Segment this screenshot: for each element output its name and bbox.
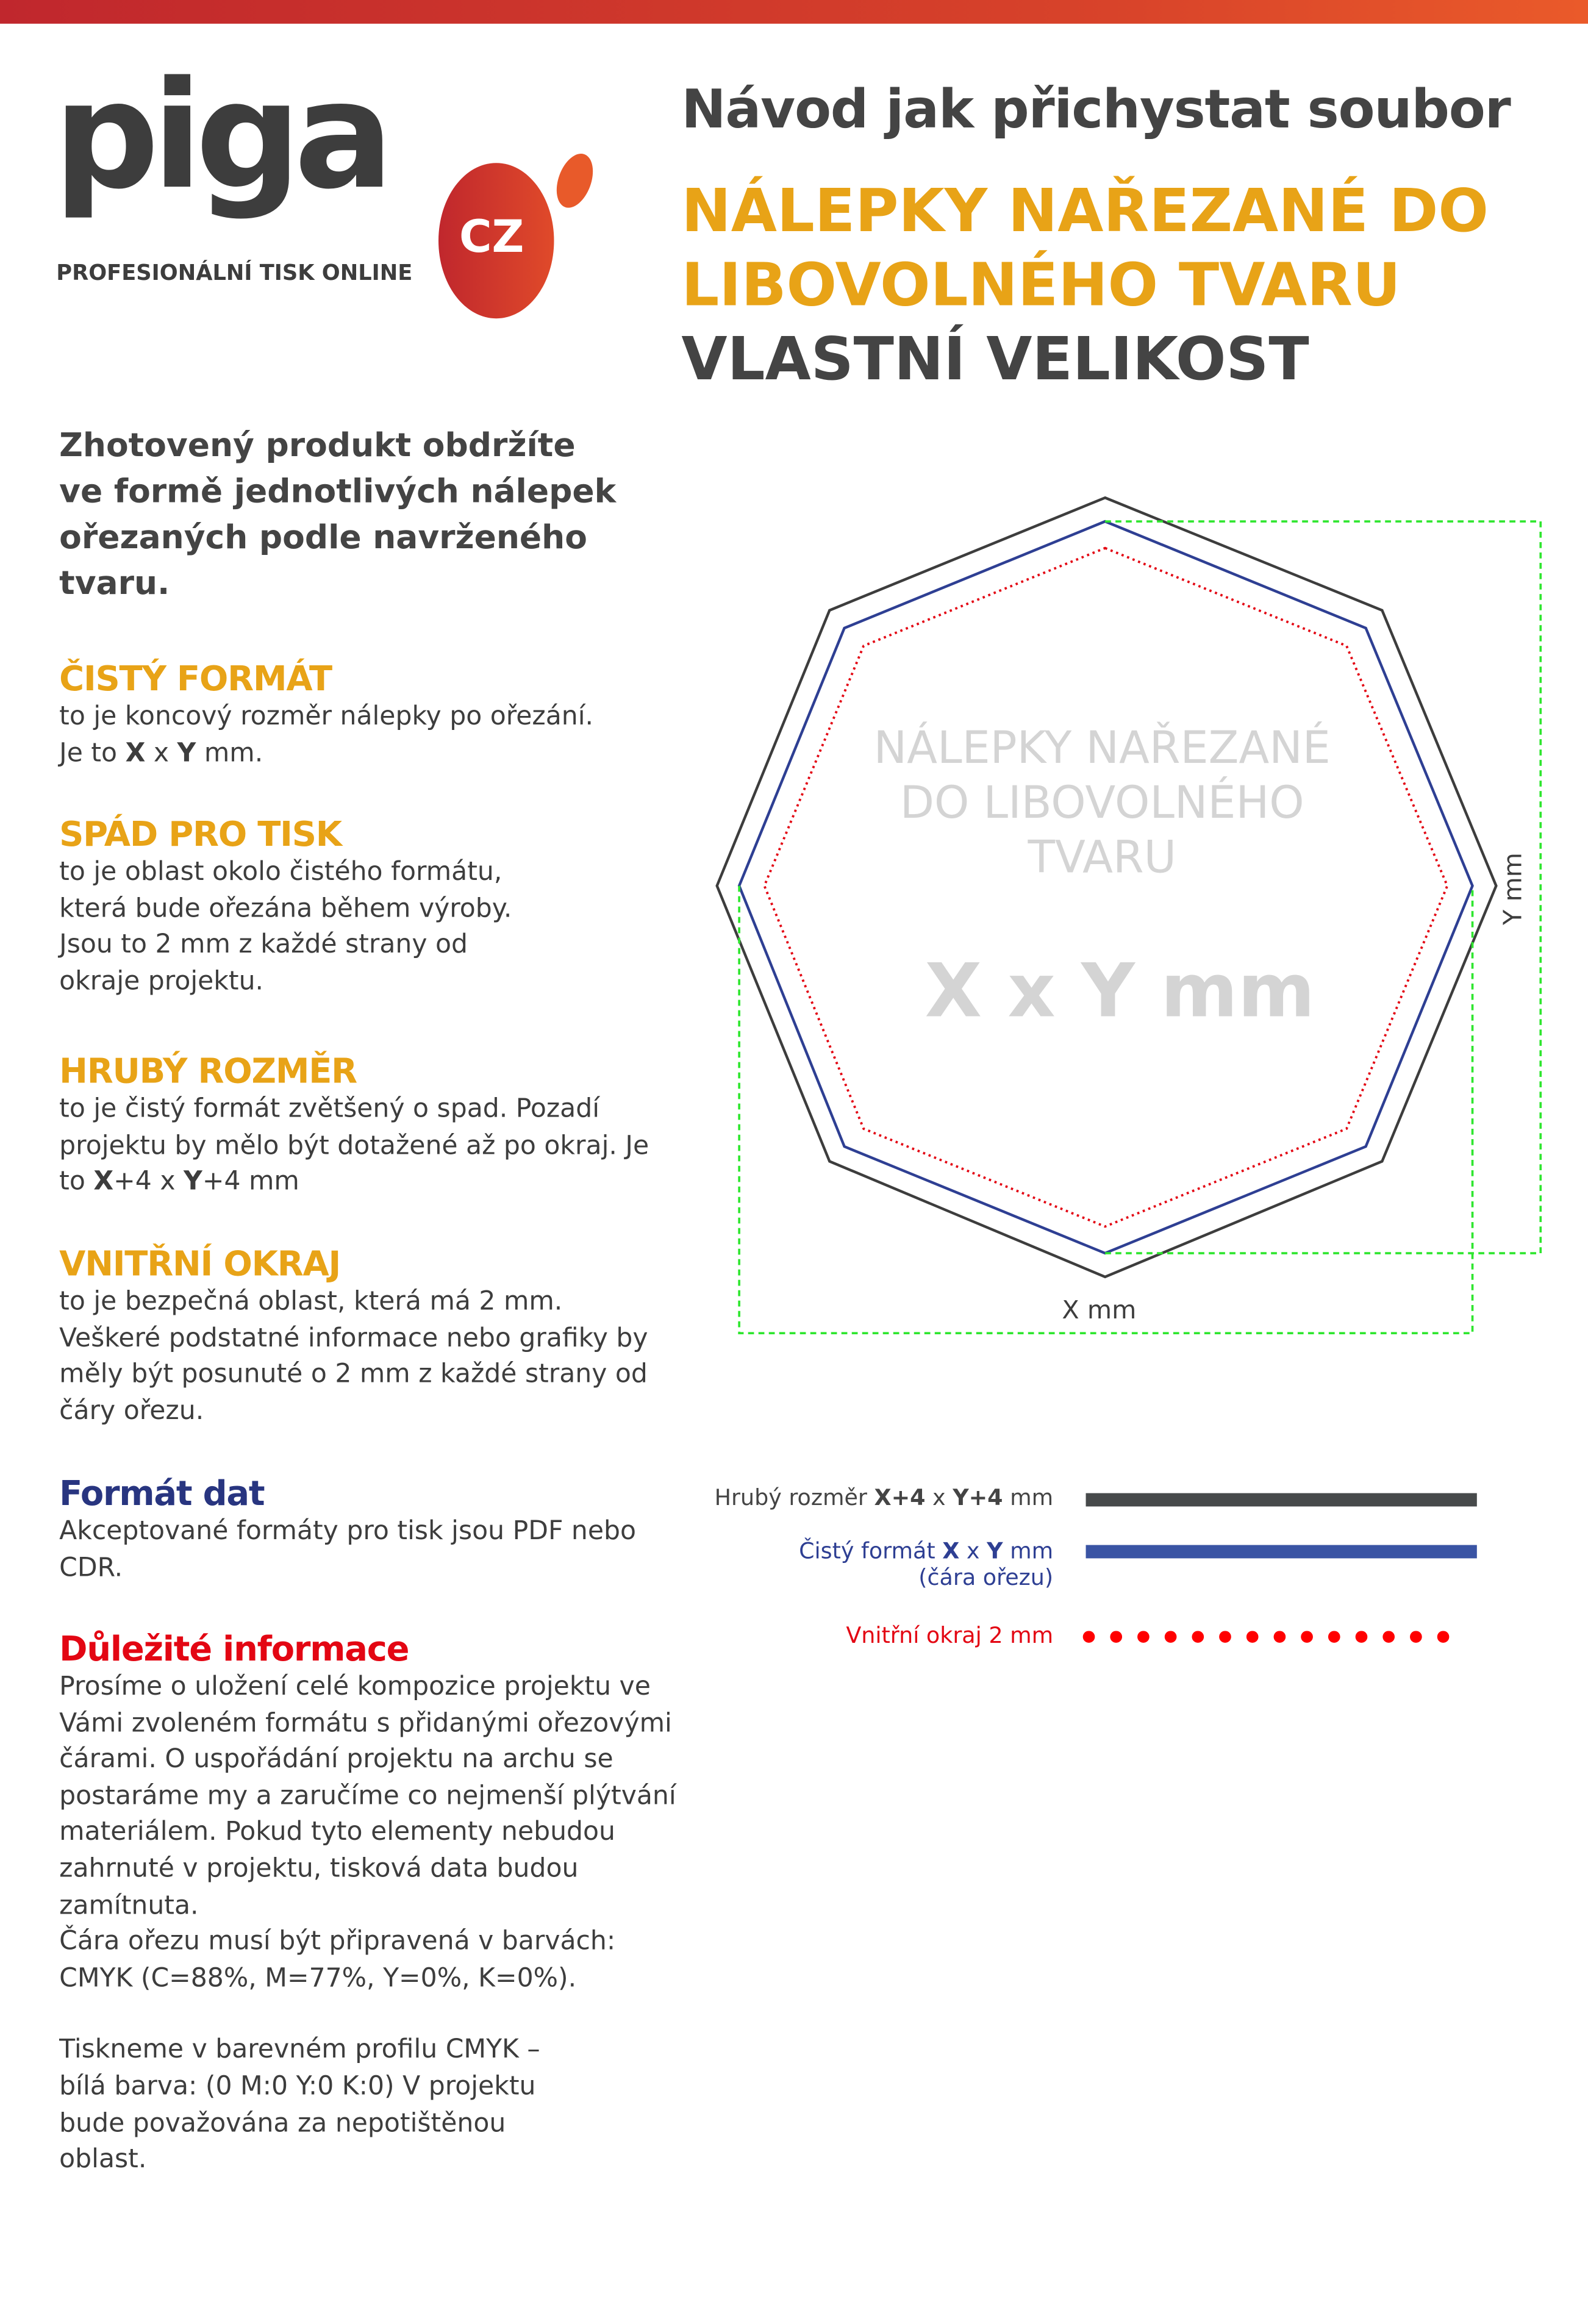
text: mm. — [196, 738, 263, 768]
text-line: TVARU — [1028, 832, 1177, 885]
legend-inner-dots — [1081, 1626, 1481, 1647]
cut-line-outline — [739, 521, 1472, 1253]
text-line: DO LIBOVOLNÉHO — [900, 778, 1304, 830]
x-dimension-label: X mm — [1062, 1296, 1137, 1326]
section-text: to je oblast okolo čistého formátu, která bude ořezána během výroby. Jsou to 2 mm z každé strany od okraje projektu. — [59, 857, 512, 997]
intro-text: Zhotovený produkt obdržíte ve formě jednotlivých nálepek ořezaných podle navrženého tvaru. — [59, 428, 617, 603]
section-text: Čára ořezu musí být připravená v barvách: — [59, 1927, 616, 1958]
section-text: to je bezpečná oblast, která má 2 mm. Veškeré podstatné informace nebo grafiky by měly být posunuté o 2 mm z každé strany od čáry ořezu. — [59, 1287, 648, 1426]
gross-size-outline — [717, 498, 1497, 1277]
text: X — [93, 1167, 114, 1198]
text: mm — [1003, 1484, 1054, 1511]
section-heading: VNITŘNÍ OKRAJ — [59, 1245, 341, 1285]
text: x — [959, 1537, 987, 1565]
page-title-line3: VLASTNÍ VELIKOST — [681, 326, 1309, 395]
legend-clean-line — [1086, 1545, 1477, 1559]
text: X+4 — [874, 1484, 926, 1511]
text: +4 mm — [202, 1167, 299, 1198]
text: x — [925, 1484, 953, 1511]
text: (čára ořezu) — [918, 1564, 1054, 1591]
section-heading: ČISTÝ FORMÁT — [59, 660, 332, 699]
logo-tagline: PROFESIONÁLNÍ TISK ONLINE — [56, 262, 413, 286]
page-title-line2: LIBOVOLNÉHO TVARU — [681, 251, 1401, 320]
y-dimension-guide — [1105, 521, 1540, 1253]
text: Čistý formát — [799, 1537, 943, 1565]
text: to je čistý formát zvětšený o spad. Pozadí projektu by mělo být dotažené až po okraj. Je to — [59, 1095, 649, 1198]
page-title-line1: NÁLEPKY NAŘEZANÉ DO — [681, 177, 1489, 246]
text-line: to je koncový rozměr nálepky po ořezání. — [59, 702, 594, 732]
text: X — [942, 1537, 960, 1565]
legend-clean-label — [668, 1537, 1054, 1590]
y-dimension-label: Y mm — [1499, 853, 1529, 925]
text: Je to — [59, 738, 126, 768]
section-heading: SPÁD PRO TISK — [59, 816, 342, 855]
text: x — [145, 738, 177, 768]
section-text: Akceptované formáty pro tisk jsou PDF nebo CDR. — [59, 1517, 636, 1583]
section-text: Tiskneme v barevném profilu CMYK – bílá barva: (0 M:0 Y:0 K:0) V projektu bude považována za nepotištěnou oblast. — [59, 2036, 540, 2175]
text-line: NÁLEPKY NAŘEZANÉ — [873, 723, 1331, 775]
legend-gross-label — [668, 1484, 1054, 1511]
section-heading: Důležité informace — [59, 1631, 409, 1670]
diagram-center-text — [806, 721, 1398, 886]
diagram-size-text: X x Y mm — [925, 948, 1315, 1034]
page-subtitle: Návod jak přichystat soubor — [681, 80, 1511, 141]
text: Y+4 — [953, 1484, 1003, 1511]
text: Y — [184, 1167, 202, 1198]
section-text: Prosíme o uložení celé kompozice projektu ve Vámi zvoleném formátu s přidanými ořezovými čárami. O uspořádání projektu na archu se postaráme my a zaručíme co nejmenší plýtvání materiálem. Pokud tyto elementy nebudou zahrnuté v projektu, tisková data budou zamítnuta. — [59, 1672, 676, 1921]
text: Y — [177, 738, 196, 768]
text: +4 x — [113, 1167, 184, 1198]
section-heading: HRUBÝ ROZMĚR — [59, 1053, 357, 1092]
text: Hrubý rozměr — [714, 1484, 874, 1511]
logo-text: piga — [53, 49, 387, 223]
text: X — [125, 738, 146, 768]
legend-inner-label: Vnitřní okraj 2 mm — [846, 1621, 1054, 1649]
text: Y — [987, 1537, 1003, 1565]
inner-margin-outline — [764, 548, 1447, 1227]
legend-gross-line — [1086, 1493, 1477, 1507]
logo-badge: CZ — [459, 212, 524, 264]
text: mm — [1003, 1537, 1054, 1565]
section-text: CMYK (C=88%, M=77%, Y=0%, K=0%). — [59, 1964, 577, 1993]
section-heading: Formát dat — [59, 1475, 265, 1514]
